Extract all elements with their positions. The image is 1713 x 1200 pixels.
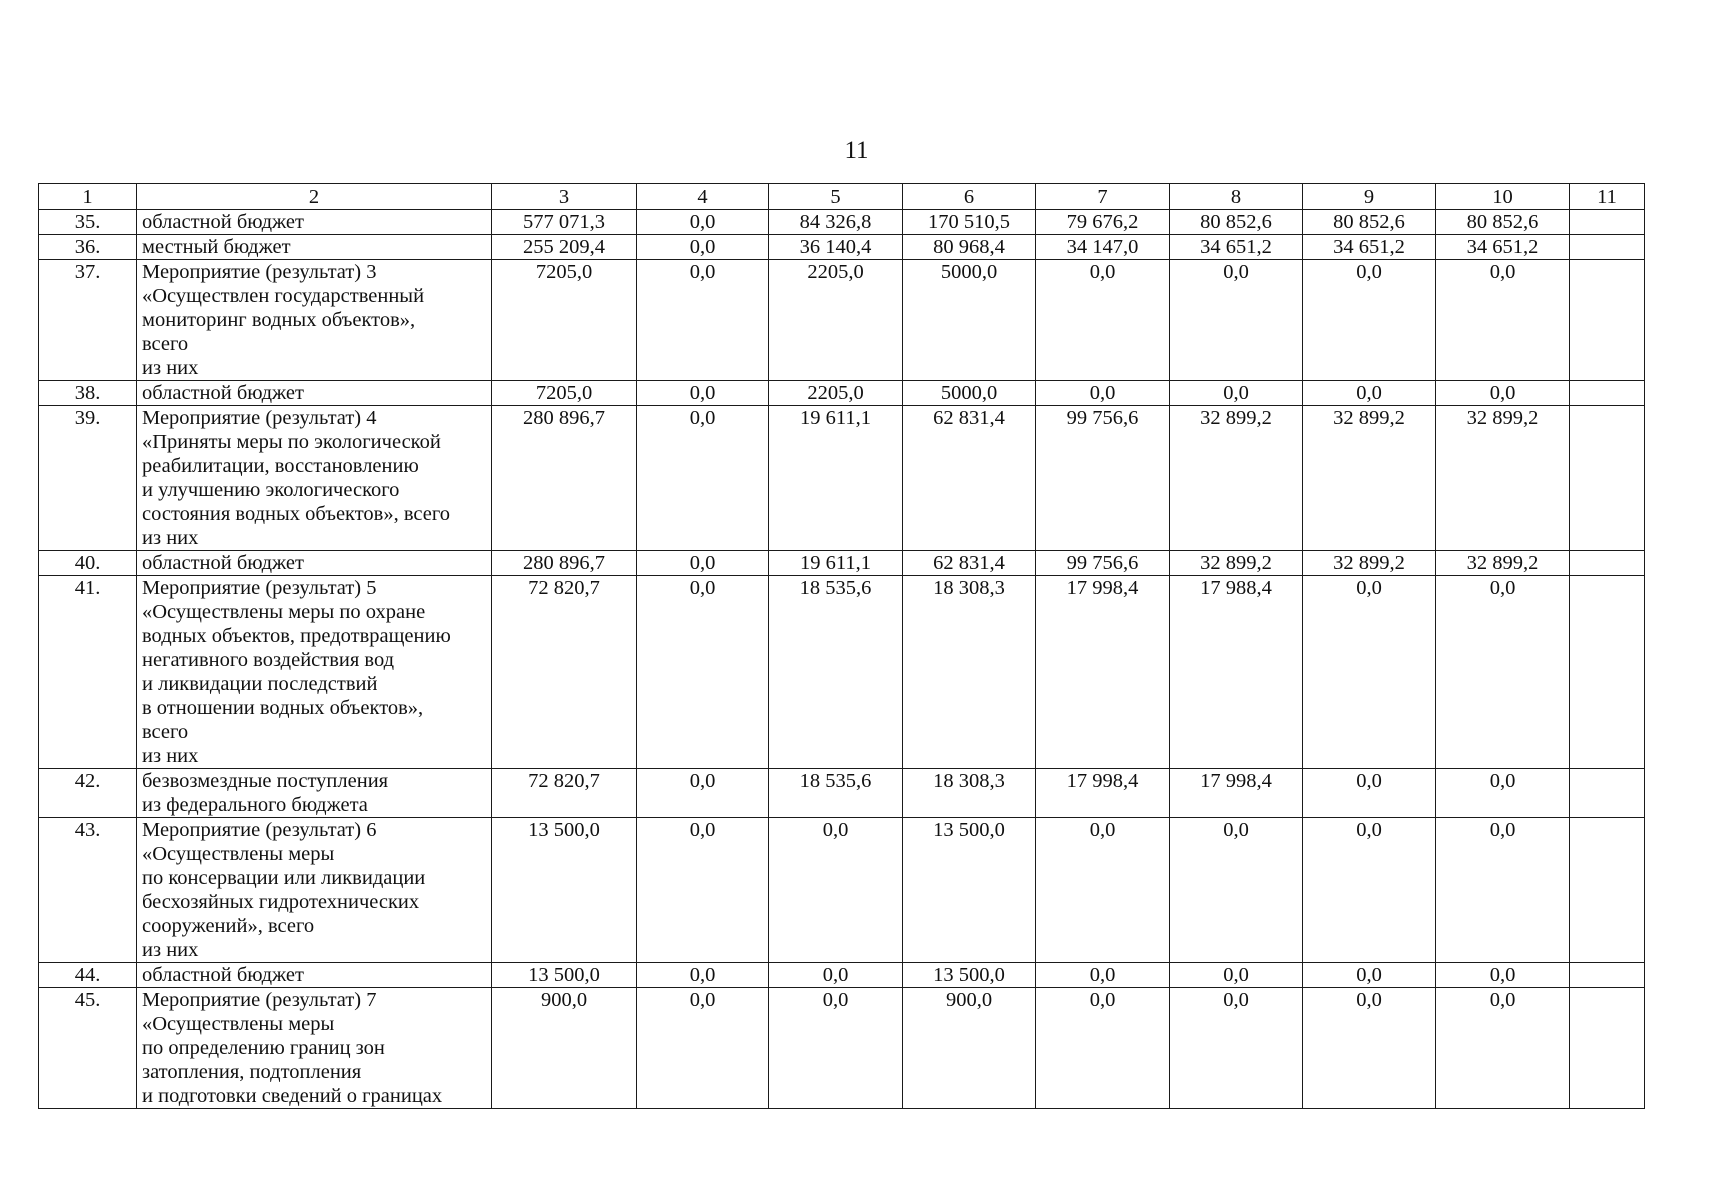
value-col-5: 2205,0: [769, 260, 903, 381]
value-col-3: 280 896,7: [492, 551, 637, 576]
row-name-line: и улучшению экологического: [142, 479, 400, 501]
value-col-7: 99 756,6: [1036, 551, 1170, 576]
value-col-6: 13 500,0: [903, 963, 1036, 988]
row-name: [137, 260, 492, 381]
table-row: [39, 818, 1645, 963]
value-col-7: 17 998,4: [1036, 576, 1170, 769]
value-col-10: 32 899,2: [1436, 406, 1570, 551]
row-name-line: из них: [142, 745, 199, 767]
value-col-10: 0,0: [1436, 818, 1570, 963]
value-col-6: 18 308,3: [903, 769, 1036, 818]
row-number: 43.: [39, 818, 137, 963]
row-name-line: из них: [142, 527, 199, 549]
value-col-9: 0,0: [1303, 988, 1436, 1109]
row-name-line: местный бюджет: [142, 236, 291, 258]
value-col-4: 0,0: [637, 235, 769, 260]
value-col-8: 32 899,2: [1170, 551, 1303, 576]
value-col-7: 0,0: [1036, 260, 1170, 381]
row-name-line: Мероприятие (результат) 5: [142, 577, 377, 599]
value-col-7: 0,0: [1036, 818, 1170, 963]
value-col-3: 255 209,4: [492, 235, 637, 260]
row-name-line: из них: [142, 357, 199, 379]
column-number-9: 9: [1303, 184, 1436, 210]
row-name-line: Мероприятие (результат) 6: [142, 819, 377, 841]
value-col-6: 80 968,4: [903, 235, 1036, 260]
value-col-9: 32 899,2: [1303, 406, 1436, 551]
value-col-10: 0,0: [1436, 769, 1570, 818]
value-col-9: 0,0: [1303, 576, 1436, 769]
value-col-10: 0,0: [1436, 260, 1570, 381]
value-col-6: 13 500,0: [903, 818, 1036, 963]
value-col-3: 7205,0: [492, 381, 637, 406]
value-col-9: 0,0: [1303, 818, 1436, 963]
value-col-6: 62 831,4: [903, 406, 1036, 551]
table-body: [39, 184, 1645, 1109]
page-number: 11: [844, 137, 869, 164]
row-name: [137, 381, 492, 406]
table-row: [39, 210, 1645, 235]
value-col-8: 32 899,2: [1170, 406, 1303, 551]
value-col-5: 36 140,4: [769, 235, 903, 260]
value-col-4: 0,0: [637, 963, 769, 988]
row-name-line: из них: [142, 939, 199, 961]
row-name-line: и подготовки сведений о границах: [142, 1085, 443, 1107]
value-col-11: [1570, 551, 1645, 576]
value-col-3: 900,0: [492, 988, 637, 1109]
column-number-2: 2: [137, 184, 492, 210]
value-col-11: [1570, 988, 1645, 1109]
row-number: 37.: [39, 260, 137, 381]
value-col-9: 0,0: [1303, 260, 1436, 381]
value-col-11: [1570, 818, 1645, 963]
column-number-6: 6: [903, 184, 1036, 210]
column-number-8: 8: [1170, 184, 1303, 210]
value-col-8: 34 651,2: [1170, 235, 1303, 260]
table-row: [39, 260, 1645, 381]
row-name: [137, 769, 492, 818]
value-col-4: 0,0: [637, 210, 769, 235]
row-name: [137, 210, 492, 235]
row-name-line: мониторинг водных объектов»,: [142, 309, 416, 331]
row-name-line: негативного воздействия вод: [142, 649, 395, 671]
row-name-line: областной бюджет: [142, 964, 304, 986]
value-col-6: 62 831,4: [903, 551, 1036, 576]
table-row: [39, 988, 1645, 1109]
value-col-11: [1570, 963, 1645, 988]
value-col-3: 13 500,0: [492, 818, 637, 963]
row-name: [137, 406, 492, 551]
value-col-7: 0,0: [1036, 988, 1170, 1109]
row-name-line: реабилитации, восстановлению: [142, 455, 419, 477]
value-col-9: 34 651,2: [1303, 235, 1436, 260]
value-col-3: 72 820,7: [492, 576, 637, 769]
row-name: [137, 988, 492, 1109]
table-row: [39, 963, 1645, 988]
row-name-line: «Осуществлен государственный: [142, 285, 425, 307]
value-col-8: 0,0: [1170, 818, 1303, 963]
value-col-4: 0,0: [637, 769, 769, 818]
value-col-5: 0,0: [769, 963, 903, 988]
value-col-8: 0,0: [1170, 260, 1303, 381]
value-col-5: 0,0: [769, 818, 903, 963]
value-col-9: 32 899,2: [1303, 551, 1436, 576]
value-col-10: 80 852,6: [1436, 210, 1570, 235]
budget-table: [38, 183, 1645, 1109]
value-col-11: [1570, 576, 1645, 769]
value-col-5: 18 535,6: [769, 576, 903, 769]
value-col-8: 0,0: [1170, 381, 1303, 406]
value-col-7: 99 756,6: [1036, 406, 1170, 551]
row-number: 45.: [39, 988, 137, 1109]
row-name-line: сооружений», всего: [142, 915, 315, 937]
table-row: [39, 381, 1645, 406]
column-number-11: 11: [1570, 184, 1645, 210]
row-number: 42.: [39, 769, 137, 818]
value-col-5: 19 611,1: [769, 551, 903, 576]
value-col-8: 0,0: [1170, 988, 1303, 1109]
row-name-line: безвозмездные поступления: [142, 770, 389, 792]
value-col-8: 17 998,4: [1170, 769, 1303, 818]
row-name-line: в отношении водных объектов»,: [142, 697, 424, 719]
value-col-5: 84 326,8: [769, 210, 903, 235]
row-name-line: затопления, подтопления: [142, 1061, 362, 1083]
row-number: 36.: [39, 235, 137, 260]
row-name: [137, 235, 492, 260]
table-row: [39, 406, 1645, 551]
column-number-4: 4: [637, 184, 769, 210]
value-col-6: 5000,0: [903, 381, 1036, 406]
row-name-line: по определению границ зон: [142, 1037, 385, 1059]
value-col-5: 19 611,1: [769, 406, 903, 551]
value-col-11: [1570, 406, 1645, 551]
row-number: 39.: [39, 406, 137, 551]
value-col-6: 170 510,5: [903, 210, 1036, 235]
value-col-4: 0,0: [637, 988, 769, 1109]
value-col-7: 17 998,4: [1036, 769, 1170, 818]
value-col-7: 0,0: [1036, 963, 1170, 988]
table-row: [39, 769, 1645, 818]
value-col-6: 900,0: [903, 988, 1036, 1109]
value-col-3: 13 500,0: [492, 963, 637, 988]
table-row: [39, 551, 1645, 576]
column-number-3: 3: [492, 184, 637, 210]
value-col-4: 0,0: [637, 406, 769, 551]
row-name-line: из федерального бюджета: [142, 794, 368, 816]
value-col-9: 0,0: [1303, 963, 1436, 988]
column-number-10: 10: [1436, 184, 1570, 210]
value-col-4: 0,0: [637, 576, 769, 769]
value-col-8: 17 988,4: [1170, 576, 1303, 769]
row-name-line: «Осуществлены меры по охране: [142, 601, 426, 623]
value-col-3: 577 071,3: [492, 210, 637, 235]
row-number: 38.: [39, 381, 137, 406]
value-col-4: 0,0: [637, 818, 769, 963]
value-col-4: 0,0: [637, 551, 769, 576]
value-col-9: 0,0: [1303, 769, 1436, 818]
value-col-10: 0,0: [1436, 576, 1570, 769]
value-col-7: 34 147,0: [1036, 235, 1170, 260]
row-name-line: всего: [142, 333, 189, 355]
value-col-11: [1570, 235, 1645, 260]
value-col-7: 79 676,2: [1036, 210, 1170, 235]
row-name: [137, 576, 492, 769]
row-number: 40.: [39, 551, 137, 576]
value-col-6: 5000,0: [903, 260, 1036, 381]
value-col-9: 0,0: [1303, 381, 1436, 406]
row-name-line: и ликвидации последствий: [142, 673, 378, 695]
value-col-10: 0,0: [1436, 381, 1570, 406]
value-col-7: 0,0: [1036, 381, 1170, 406]
row-number: 41.: [39, 576, 137, 769]
value-col-10: 0,0: [1436, 963, 1570, 988]
row-name-line: Мероприятие (результат) 3: [142, 261, 377, 283]
row-number: 44.: [39, 963, 137, 988]
value-col-4: 0,0: [637, 381, 769, 406]
value-col-11: [1570, 381, 1645, 406]
row-name-line: по консервации или ликвидации: [142, 867, 426, 889]
value-col-4: 0,0: [637, 260, 769, 381]
row-name-line: областной бюджет: [142, 552, 304, 574]
value-col-6: 18 308,3: [903, 576, 1036, 769]
row-name: [137, 818, 492, 963]
value-col-8: 80 852,6: [1170, 210, 1303, 235]
table-row: [39, 235, 1645, 260]
value-col-11: [1570, 210, 1645, 235]
value-col-5: 2205,0: [769, 381, 903, 406]
row-name-line: Мероприятие (результат) 4: [142, 407, 377, 429]
value-col-3: 7205,0: [492, 260, 637, 381]
value-col-3: 72 820,7: [492, 769, 637, 818]
column-number-1: 1: [39, 184, 137, 210]
row-number: 35.: [39, 210, 137, 235]
value-col-11: [1570, 769, 1645, 818]
row-name-line: «Приняты меры по экологической: [142, 431, 441, 453]
value-col-10: 0,0: [1436, 988, 1570, 1109]
column-number-7: 7: [1036, 184, 1170, 210]
row-name-line: «Осуществлены меры: [142, 1013, 335, 1035]
row-name: [137, 963, 492, 988]
value-col-5: 0,0: [769, 988, 903, 1109]
row-name-line: областной бюджет: [142, 211, 304, 233]
row-name-line: областной бюджет: [142, 382, 304, 404]
row-name-line: состояния водных объектов», всего: [142, 503, 451, 525]
value-col-10: 32 899,2: [1436, 551, 1570, 576]
table-row: [39, 576, 1645, 769]
row-name-line: бесхозяйных гидротехнических: [142, 891, 420, 913]
row-name: [137, 551, 492, 576]
table-header-row: [39, 184, 1645, 210]
row-name-line: Мероприятие (результат) 7: [142, 989, 377, 1011]
row-name-line: водных объектов, предотвращению: [142, 625, 451, 647]
column-number-5: 5: [769, 184, 903, 210]
value-col-9: 80 852,6: [1303, 210, 1436, 235]
row-name-line: «Осуществлены меры: [142, 843, 335, 865]
value-col-8: 0,0: [1170, 963, 1303, 988]
value-col-10: 34 651,2: [1436, 235, 1570, 260]
value-col-3: 280 896,7: [492, 406, 637, 551]
value-col-11: [1570, 260, 1645, 381]
row-name-line: всего: [142, 721, 189, 743]
value-col-5: 18 535,6: [769, 769, 903, 818]
